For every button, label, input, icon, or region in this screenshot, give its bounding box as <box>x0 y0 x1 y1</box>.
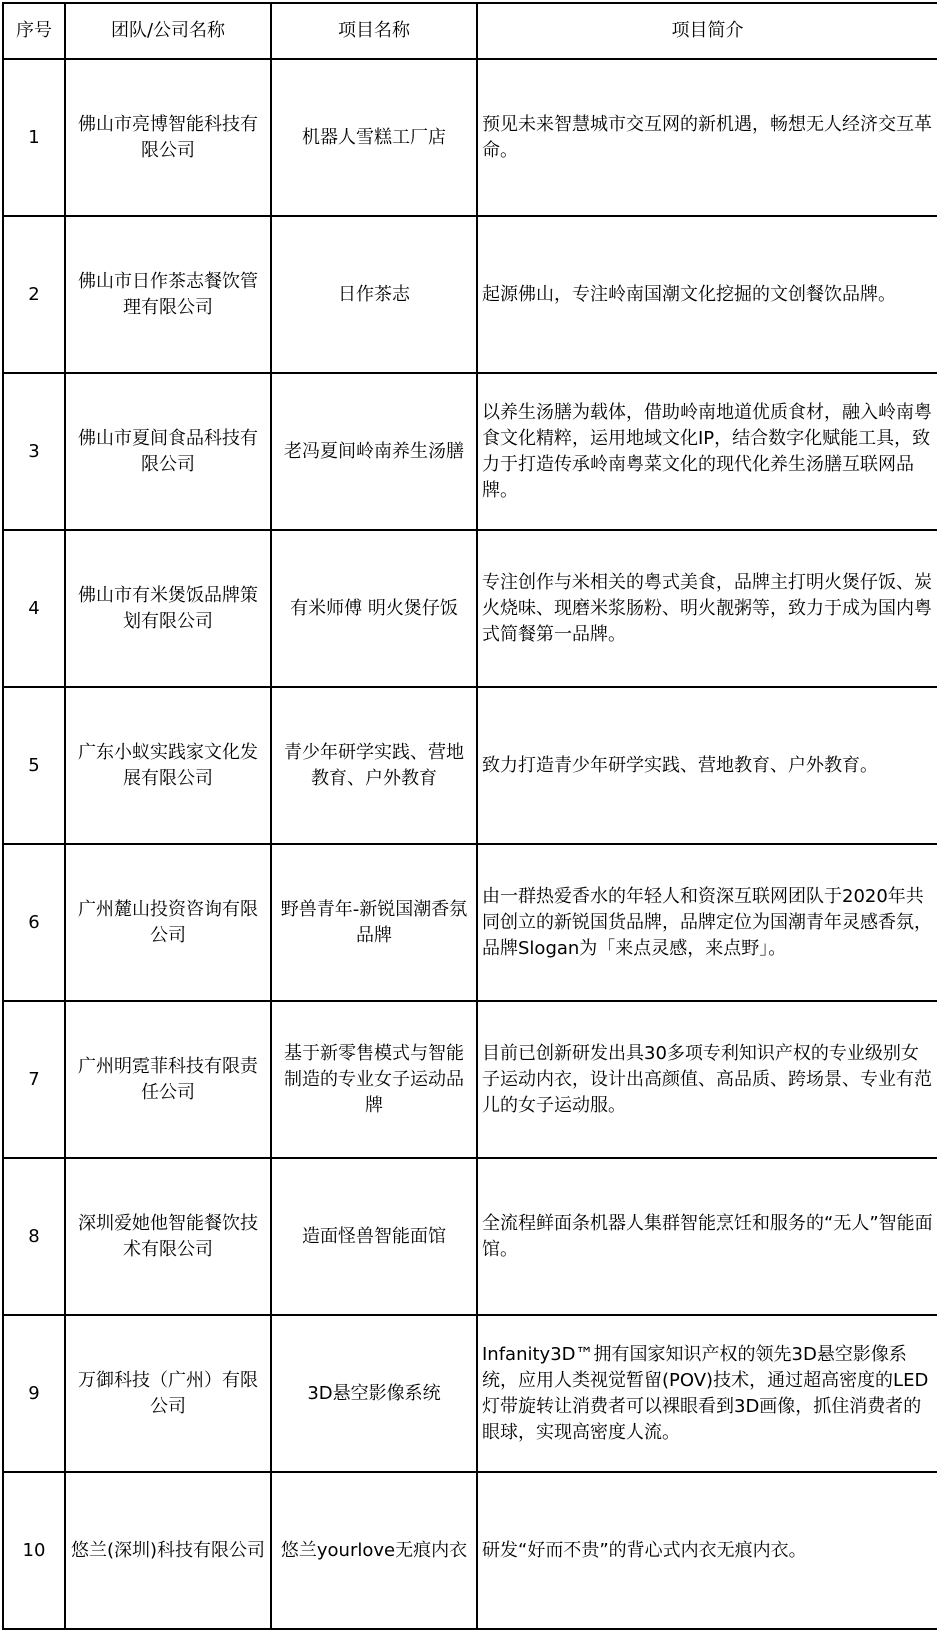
project-name: 老冯夏间岭南养生汤膳 <box>271 373 477 530</box>
header-team: 团队/公司名称 <box>65 3 271 59</box>
project-description: 致力打造青少年研学实践、营地教育、户外教育。 <box>477 687 937 844</box>
team-name: 万御科技（广州）有限公司 <box>65 1315 271 1472</box>
project-name: 造面怪兽智能面馆 <box>271 1158 477 1315</box>
header-project: 项目名称 <box>271 3 477 59</box>
project-description: 由一群热爱香水的年轻人和资深互联网团队于2020年共同创立的新锐国货品牌，品牌定位为国潮青年灵感香氛，品牌Slogan为「来点灵感，来点野」。 <box>477 844 937 1001</box>
project-name: 日作茶志 <box>271 216 477 373</box>
project-name: 有米师傅 明火煲仔饭 <box>271 530 477 687</box>
table-row <box>3 1158 937 1315</box>
project-name: 3D悬空影像系统 <box>271 1315 477 1472</box>
row-number: 9 <box>3 1315 65 1472</box>
table-row <box>3 1001 937 1158</box>
row-number: 6 <box>3 844 65 1001</box>
project-name: 野兽青年-新锐国潮香氛品牌 <box>271 844 477 1001</box>
project-description: Infanity3D™拥有国家知识产权的领先3D悬空影像系统，应用人类视觉暂留(POV)技术，通过超高密度的LED灯带旋转让消费者可以裸眼看到3D画像，抓住消费者的眼球，实现高密度人流。 <box>477 1315 937 1472</box>
project-table <box>2 2 937 1630</box>
table-row <box>3 1472 937 1629</box>
table-row <box>3 59 937 216</box>
table-row <box>3 844 937 1001</box>
team-name: 广州麓山投资咨询有限公司 <box>65 844 271 1001</box>
team-name: 佛山市日作茶志餐饮管理有限公司 <box>65 216 271 373</box>
header-num: 序号 <box>3 3 65 59</box>
team-name: 广东小蚁实践家文化发展有限公司 <box>65 687 271 844</box>
project-description: 研发“好而不贵”的背心式内衣无痕内衣。 <box>477 1472 937 1629</box>
table-header-row <box>3 3 937 59</box>
team-name: 佛山市夏间食品科技有限公司 <box>65 373 271 530</box>
team-name: 佛山市亮博智能科技有限公司 <box>65 59 271 216</box>
project-description: 目前已创新研发出具30多项专利知识产权的专业级别女子运动内衣，设计出高颜值、高品质、跨场景、专业有范儿的女子运动服。 <box>477 1001 937 1158</box>
project-name: 机器人雪糕工厂店 <box>271 59 477 216</box>
project-description: 专注创作与米相关的粤式美食，品牌主打明火煲仔饭、炭火烧味、现磨米浆肠粉、明火靓粥等，致力于成为国内粤式简餐第一品牌。 <box>477 530 937 687</box>
table-row <box>3 373 937 530</box>
header-desc: 项目简介 <box>477 3 937 59</box>
team-name: 广州明霓菲科技有限责任公司 <box>65 1001 271 1158</box>
team-name: 悠兰(深圳)科技有限公司 <box>65 1472 271 1629</box>
project-description: 起源佛山，专注岭南国潮文化挖掘的文创餐饮品牌。 <box>477 216 937 373</box>
project-name: 青少年研学实践、营地教育、户外教育 <box>271 687 477 844</box>
table-row <box>3 687 937 844</box>
table-row <box>3 216 937 373</box>
project-name: 悠兰yourlove无痕内衣 <box>271 1472 477 1629</box>
row-number: 5 <box>3 687 65 844</box>
project-description: 全流程鲜面条机器人集群智能烹饪和服务的“无人”智能面馆。 <box>477 1158 937 1315</box>
project-name: 基于新零售模式与智能制造的专业女子运动品牌 <box>271 1001 477 1158</box>
row-number: 1 <box>3 59 65 216</box>
table-row <box>3 530 937 687</box>
row-number: 2 <box>3 216 65 373</box>
row-number: 8 <box>3 1158 65 1315</box>
row-number: 4 <box>3 530 65 687</box>
team-name: 深圳爱她他智能餐饮技术有限公司 <box>65 1158 271 1315</box>
project-description: 以养生汤膳为载体，借助岭南地道优质食材，融入岭南粤食文化精粹，运用地域文化IP，结合数字化赋能工具，致力于打造传承岭南粤菜文化的现代化养生汤膳互联网品牌。 <box>477 373 937 530</box>
project-description: 预见未来智慧城市交互网的新机遇，畅想无人经济交互革命。 <box>477 59 937 216</box>
row-number: 10 <box>3 1472 65 1629</box>
team-name: 佛山市有米煲饭品牌策划有限公司 <box>65 530 271 687</box>
table-row <box>3 1315 937 1472</box>
row-number: 3 <box>3 373 65 530</box>
row-number: 7 <box>3 1001 65 1158</box>
